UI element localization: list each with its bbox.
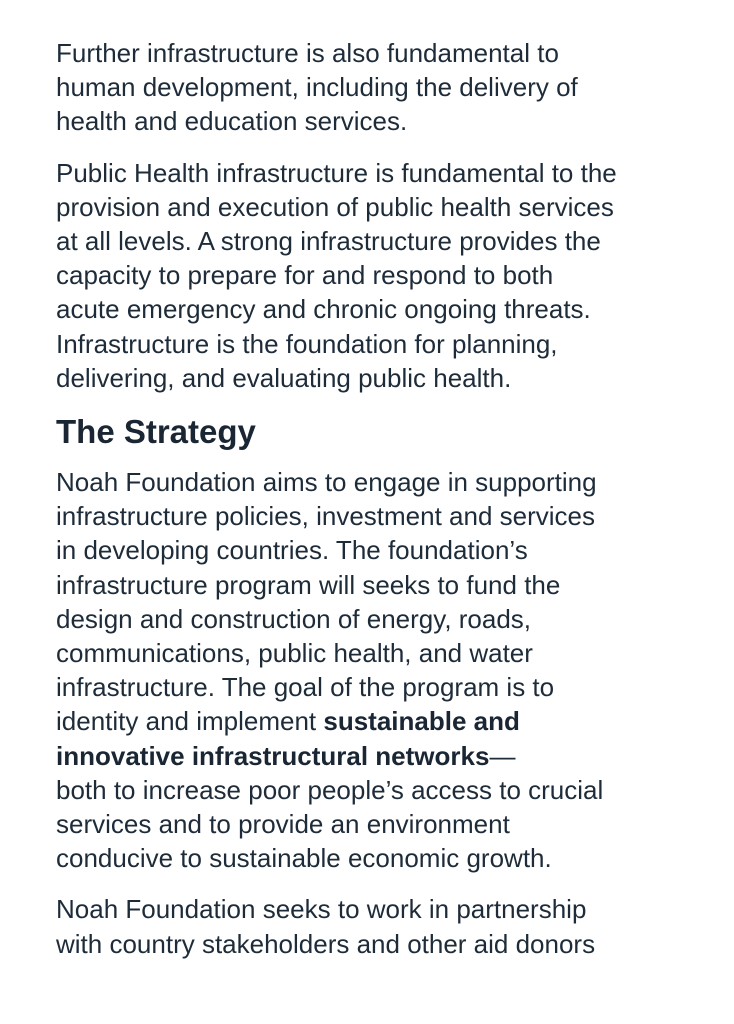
public-health-line: Public Health infrastructure is fundamental to the [56,157,617,188]
strategy-emphasis-line [56,739,716,773]
intro-paragraph [56,36,716,139]
public-health-line: acute emergency and chronic ongoing threats. [56,294,591,325]
public-health-line: at all levels. A strong infrastructure provides the [56,226,601,257]
strategy-paragraph [56,465,716,875]
strategy-line: conducive to sustainable economic growth. [56,843,552,874]
partnership-line: with country stakeholders and other aid donors [56,928,596,959]
public-health-line: capacity to prepare for and respond to both [56,260,554,291]
strategy-line: communications, public health, and water [56,638,533,669]
strategy-line: both to increase poor people’s access to crucial [56,774,604,805]
intro-line: health and education services. [56,106,408,137]
public-health-paragraph [56,156,716,395]
strategy-line: infrastructure policies, investment and services [56,501,596,532]
strategy-line: in developing countries. The foundation’s [56,535,528,566]
em-dash: — [489,740,516,771]
strategy-emphasis-line [56,704,716,738]
public-health-line: Infrastructure is the foundation for planning, [56,328,558,359]
partnership-paragraph [56,892,716,960]
strategy-line: infrastructure program will seeks to fund the [56,569,561,600]
document-page [56,36,716,978]
intro-line: Further infrastructure is also fundamental to [56,38,559,68]
strategy-line: services and to provide an environment [56,809,510,840]
strategy-emphasis-lead: identity and implement [56,706,324,737]
strategy-line: infrastructure. The goal of the program is to [56,672,555,703]
emphasis-text: sustainable and [323,706,520,737]
emphasis-text: innovative infrastructural networks [56,740,490,771]
strategy-line: design and construction of energy, roads, [56,603,532,634]
section-heading-strategy: The Strategy [56,413,256,451]
intro-line: human development, including the delivery of [56,72,578,103]
public-health-line: provision and execution of public health services [56,191,614,222]
public-health-line: delivering, and evaluating public health. [56,362,512,393]
strategy-line: Noah Foundation aims to engage in supporting [56,467,597,498]
partnership-line: Noah Foundation seeks to work in partnership [56,894,587,925]
